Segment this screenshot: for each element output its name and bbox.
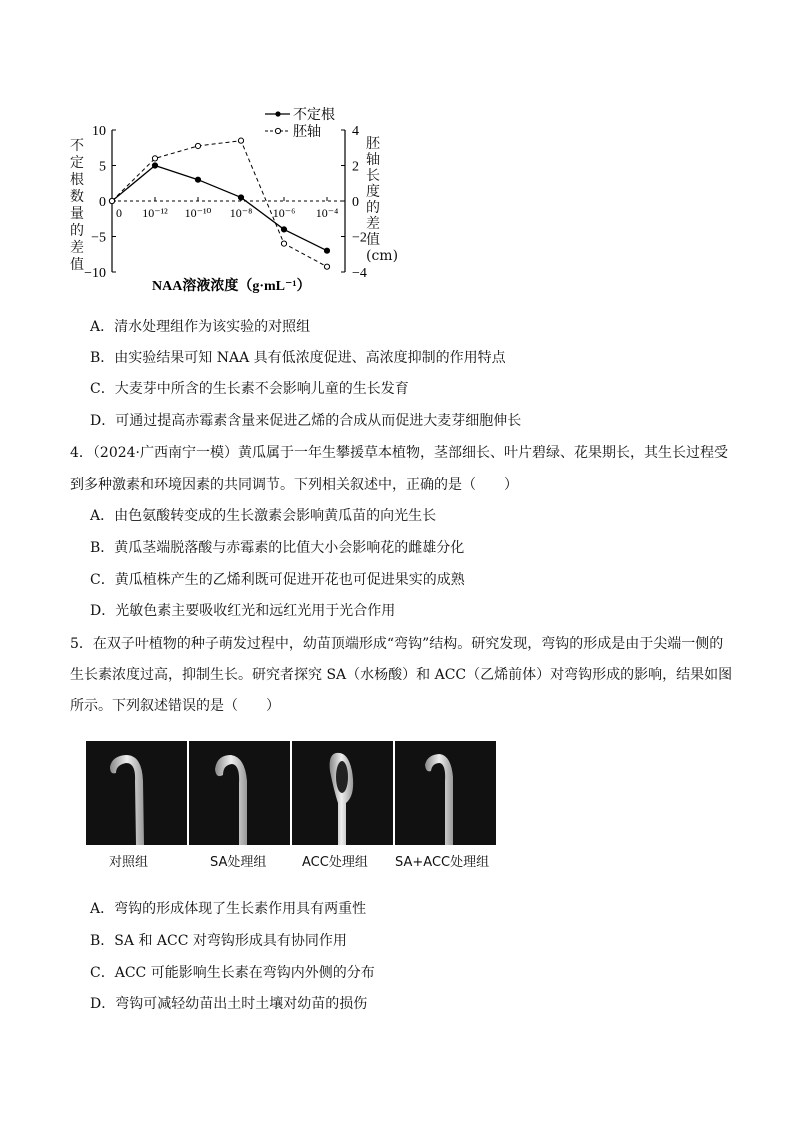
- right-tick-label: −4: [352, 266, 367, 281]
- caption-control: 对照组: [109, 855, 149, 870]
- right-tick-label: 0: [352, 195, 359, 210]
- right-tick-label: 2: [352, 159, 359, 175]
- left-tick-label: 10: [92, 124, 106, 139]
- series-point-0: [195, 177, 200, 182]
- series-point-1: [152, 156, 157, 161]
- seedling-photo-sa: [189, 741, 290, 845]
- q5-option-a: A．弯钩的形成体现了生长素作用具有两重性: [90, 901, 367, 917]
- series-point-1: [281, 241, 286, 246]
- series-line-1: [112, 141, 327, 267]
- seedling-photo-sa-acc: [395, 741, 496, 845]
- series-point-0: [152, 163, 157, 168]
- chart-legend: [265, 106, 335, 140]
- seedling-photo-control: [86, 741, 187, 845]
- q4-stem-line1: 4．（2024·广西南宁一模）黄瓜属于一年生攀援草本植物，茎部细长、叶片碧绿、花果期长，其生长过程受: [70, 445, 728, 461]
- right-tick-label: 4: [352, 124, 359, 139]
- series-point-1: [109, 198, 114, 203]
- y-axis-label-right: 胚轴长度的差值(cm): [366, 136, 399, 264]
- seedling-photo-strip: [86, 741, 498, 845]
- caption-sa-acc: SA+ACC处理组: [395, 855, 490, 870]
- q3-option-d: D．可通过提高赤霉素含量来促进乙烯的合成从而促进大麦芽细胞伸长: [90, 413, 522, 429]
- series-point-0: [281, 227, 286, 232]
- q4-stem-line2: 到多种激素和环境因素的共同调节。下列相关叙述中，正确的是（ ）: [70, 477, 518, 493]
- q5-option-c: C．ACC 可能影响生长素在弯钩内外侧的分布: [90, 965, 375, 981]
- q3-option-a: A．清水处理组作为该实验的对照组: [90, 319, 311, 335]
- x-tick-label: 0: [116, 206, 122, 220]
- q5-stem-line3: 所示。下列叙述错误的是（ ）: [70, 698, 280, 714]
- x-tick-label: 10⁻⁶: [272, 206, 296, 220]
- series-point-0: [324, 248, 329, 253]
- left-tick-label: 5: [99, 159, 106, 175]
- q4-option-b: B．黄瓜茎端脱落酸与赤霉素的比值大小会影响花的雌雄分化: [90, 540, 465, 556]
- x-axis-label: NAA溶液浓度（g·mL⁻¹）: [152, 279, 311, 294]
- x-tick-label: 10⁻¹⁰: [184, 206, 212, 220]
- caption-sa: SA处理组: [210, 855, 267, 870]
- series-point-1: [324, 264, 329, 269]
- x-tick-label: 10⁻⁴: [315, 206, 339, 220]
- left-tick-label: −10: [84, 266, 106, 281]
- naa-line-chart: [0, 0, 794, 320]
- q5-option-b: B．SA 和 ACC 对弯钩形成具有协同作用: [90, 933, 347, 949]
- q4-option-a: A．由色氨酸转变成的生长激素会影响黄瓜苗的向光生长: [90, 508, 437, 524]
- q5-stem-line2: 生长素浓度过高，抑制生长。研究者探究 SA（水杨酸）和 ACC（乙烯前体）对弯钩形成的影响，结果如图: [70, 667, 733, 683]
- q3-option-b: B．由实验结果可知 NAA 具有低浓度促进、高浓度抑制的作用特点: [90, 350, 506, 366]
- series-point-1: [238, 138, 243, 143]
- q4-option-d: D．光敏色素主要吸收红光和远红光用于光合作用: [90, 603, 396, 619]
- seedling-photo-acc: [292, 741, 393, 845]
- q5-option-d: D．弯钩可减轻幼苗出土时土壤对幼苗的损伤: [90, 996, 368, 1012]
- series-point-1: [195, 143, 200, 148]
- legend-label-hypocotyl: 胚轴: [293, 125, 321, 140]
- right-tick-label: −2: [352, 230, 367, 246]
- q3-option-c: C．大麦芽中所含的生长素不会影响儿童的生长发育: [90, 381, 409, 397]
- q5-stem-line1: 5．在双子叶植物的种子萌发过程中，幼苗顶端形成“弯钩”结构。研究发现，弯钩的形成是由于尖端一侧的: [70, 636, 724, 652]
- series-point-0: [238, 195, 243, 200]
- q4-option-c: C．黄瓜植株产生的乙烯利既可促进开花也可促进果实的成熟: [90, 572, 465, 588]
- legend-label-adventitious-root: 不定根: [293, 108, 335, 123]
- x-tick-label: 10⁻¹²: [142, 206, 168, 220]
- x-tick-label: 10⁻⁸: [229, 206, 253, 220]
- left-tick-label: 0: [99, 195, 106, 210]
- y-axis-label-left: 不定根数量的差值: [70, 138, 84, 273]
- caption-acc: ACC处理组: [302, 855, 368, 870]
- left-tick-label: −5: [91, 230, 106, 246]
